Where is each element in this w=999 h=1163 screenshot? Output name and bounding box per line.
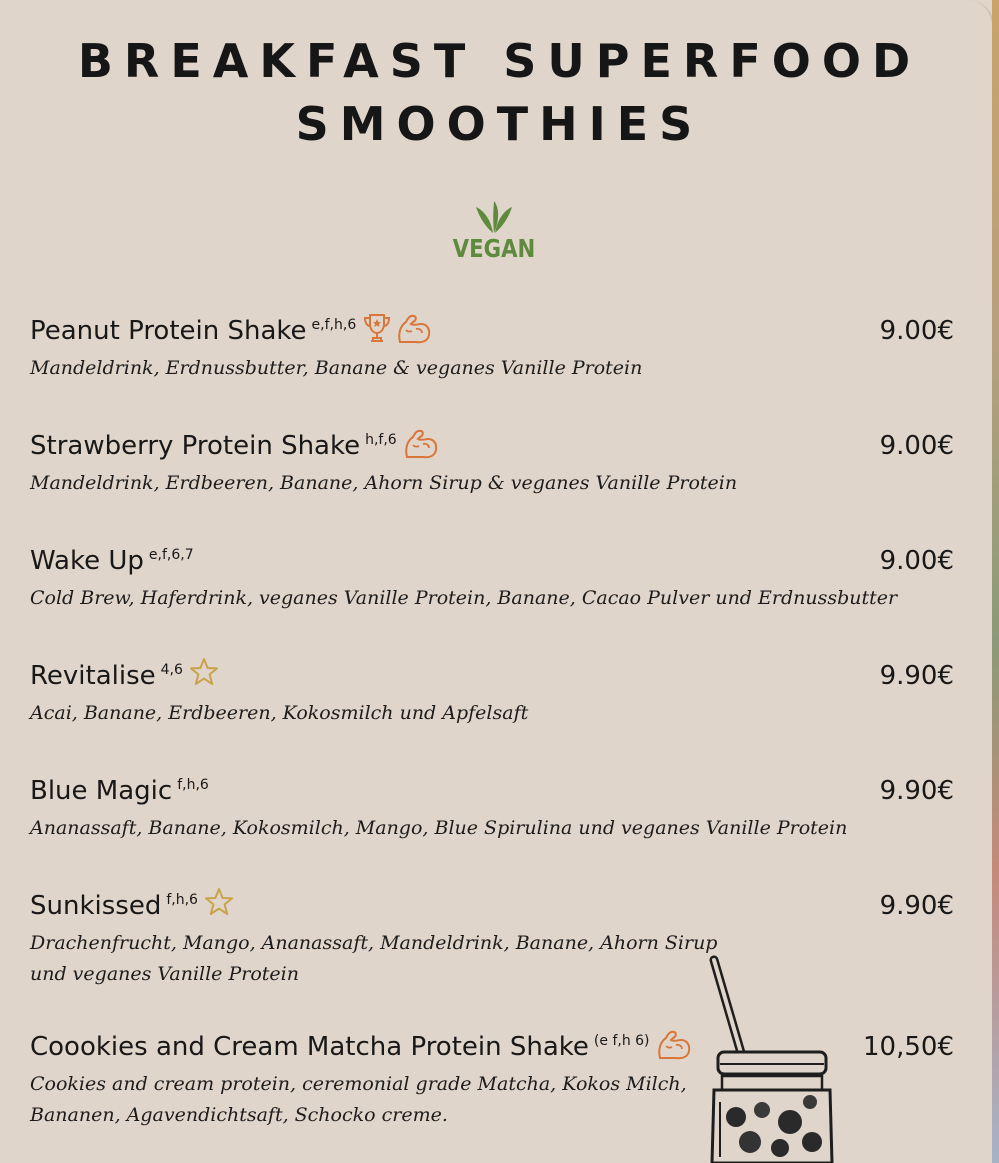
allergen-codes: (e f,h 6) — [593, 1033, 650, 1049]
menu-item-header — [30, 774, 960, 808]
menu-item-name: Revitalise — [30, 661, 156, 691]
flexed-arm-icon — [396, 312, 432, 346]
menu-item-name: Wake Up — [30, 546, 144, 576]
menu-item-icons — [362, 312, 436, 346]
flexed-arm-icon — [403, 427, 439, 461]
menu-item-price: 10,50€ — [863, 1032, 954, 1062]
menu-item — [30, 659, 960, 729]
menu-card-edge — [964, 0, 994, 1163]
menu-item-name: Strawberry Protein Shake — [30, 431, 361, 461]
allergen-codes: 4,6 — [160, 662, 183, 678]
menu-item-description: Mandeldrink, Erdbeeren, Banane, Ahorn Sirup & veganes Vanille Protein — [30, 472, 738, 494]
menu-title — [0, 30, 999, 156]
menu-item — [30, 774, 960, 844]
allergen-codes: f,h,6 — [177, 777, 209, 793]
menu-item-price: 9.90€ — [879, 891, 954, 921]
menu-item — [30, 314, 960, 384]
menu-title-line-1: BREAKFAST SUPERFOOD — [77, 34, 922, 88]
menu-item-name: Coookies and Cream Matcha Protein Shake — [30, 1032, 589, 1062]
menu-item-description: Cookies and cream protein, ceremonial grade Matcha, Kokos Milch, Bananen, Agavendichtsaft, Schocko creme. — [30, 1073, 687, 1126]
menu-item-description: Cold Brew, Haferdrink, veganes Vanille Protein, Banane, Cacao Pulver und Erdnussbutter — [30, 587, 898, 609]
menu-item-price: 9.00€ — [879, 431, 954, 461]
menu-card-border — [992, 0, 999, 1163]
flexed-arm-icon — [656, 1028, 692, 1062]
menu-item-description: Drachenfrucht, Mango, Ananassaft, Mandeldrink, Banane, Ahorn Sirup und veganes Vanille Protein — [30, 932, 718, 985]
menu-item-price: 9.00€ — [879, 316, 954, 346]
leaves-icon — [472, 197, 516, 235]
menu-item-description: Mandeldrink, Erdnussbutter, Banane & veganes Vanille Protein — [30, 357, 643, 379]
menu-item-price: 9.90€ — [879, 776, 954, 806]
menu-item-description: Acai, Banane, Erdbeeren, Kokosmilch und Apfelsaft — [30, 702, 529, 724]
menu-item — [30, 544, 960, 614]
menu-item-header — [30, 544, 960, 578]
star-icon — [189, 657, 219, 687]
menu-item-icons — [403, 427, 443, 461]
menu-item-icons — [189, 657, 223, 687]
trophy-icon — [362, 312, 392, 344]
menu-item-icons — [656, 1028, 696, 1062]
menu-item-price: 9.90€ — [879, 661, 954, 691]
vegan-badge — [444, 197, 544, 271]
menu-item-name: Blue Magic — [30, 776, 173, 806]
menu-item-price: 9.00€ — [879, 546, 954, 576]
menu-item-header — [30, 314, 960, 348]
allergen-codes: e,f,6,7 — [148, 547, 194, 563]
menu-item-description: Ananassaft, Banane, Kokosmilch, Mango, Blue Spirulina und veganes Vanille Protein — [30, 817, 848, 839]
menu-item-header — [30, 429, 960, 463]
menu-item-name: Sunkissed — [30, 891, 162, 921]
vegan-label: VEGAN — [452, 234, 536, 263]
menu-item-name: Peanut Protein Shake — [30, 316, 307, 346]
star-icon — [204, 887, 234, 917]
allergen-codes: e,f,h,6 — [311, 317, 357, 333]
menu-item-header — [30, 889, 960, 923]
menu-title-line-2: SMOOTHIES — [295, 97, 704, 151]
smoothie-jar-illustration — [700, 952, 840, 1163]
menu-item-icons — [204, 887, 238, 917]
allergen-codes: f,h,6 — [166, 892, 198, 908]
allergen-codes: h,f,6 — [365, 432, 397, 448]
menu-item — [30, 429, 960, 499]
menu-item-header — [30, 659, 960, 693]
